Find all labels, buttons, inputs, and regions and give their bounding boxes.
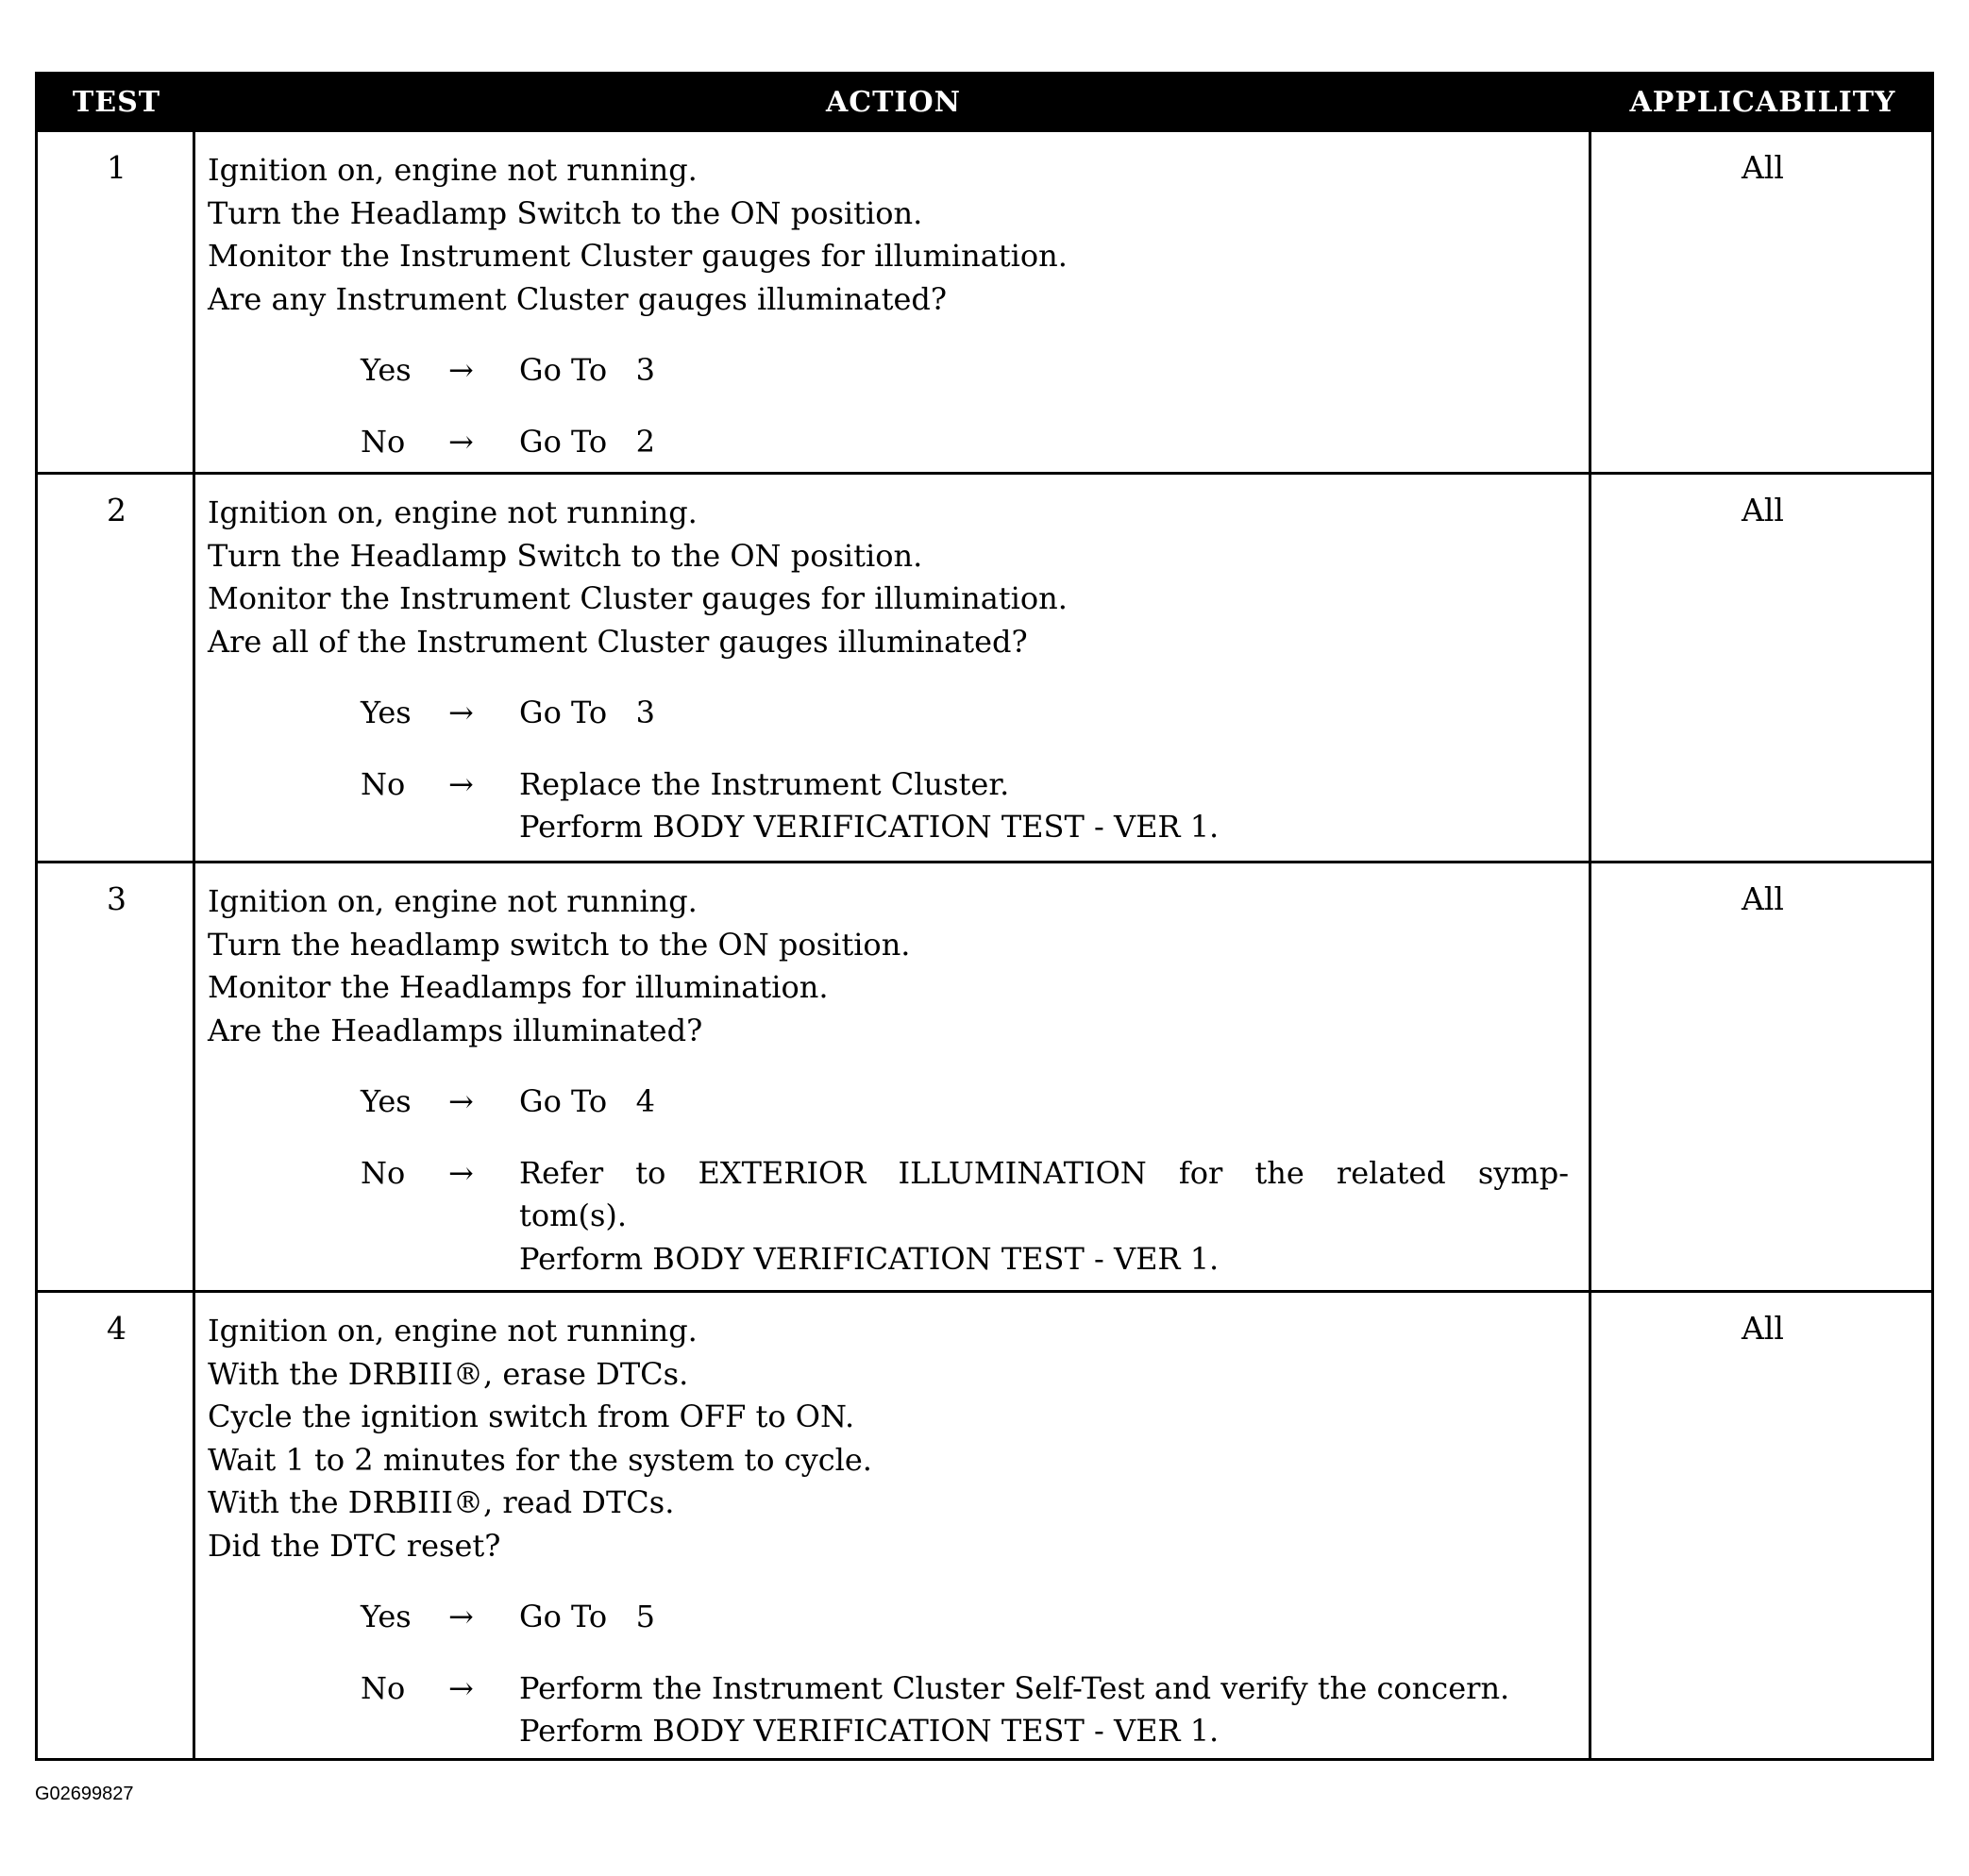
applicability-value: All: [1742, 880, 1784, 917]
arrow-right-icon: →: [448, 1599, 474, 1634]
test-number: 4: [107, 1310, 126, 1347]
result-line: Perform BODY VERIFICATION TEST - VER 1.: [519, 1240, 1220, 1277]
col-divider-test: [193, 129, 195, 1758]
action-step: Monitor the Instrument Cluster gauges for illumination.: [208, 580, 1068, 616]
result-line: Perform BODY VERIFICATION TEST - VER 1.: [519, 809, 1220, 845]
choice-result: [519, 1080, 1569, 1124]
choice-result: [519, 692, 1569, 735]
action-cell: [208, 1310, 1576, 1753]
choice-no: [208, 1152, 1576, 1281]
choice-result: [519, 1596, 1569, 1639]
figure-id: G02699827: [35, 1784, 134, 1804]
header-action: ACTION: [825, 86, 962, 119]
action-step: Turn the Headlamp Switch to the ON position.: [208, 194, 923, 231]
action-step: Monitor the Instrument Cluster gauges for illumination.: [208, 238, 1068, 274]
result-line: Perform the Instrument Cluster Self-Test and verify the concern.: [519, 1669, 1510, 1706]
action-cell: [208, 880, 1576, 1281]
choice-no: [208, 763, 1576, 849]
action-step: Ignition on, engine not running.: [208, 883, 698, 919]
arrow-right-icon: →: [448, 1154, 474, 1191]
arrow-right-icon: →: [448, 1669, 474, 1706]
col-divider-action: [1589, 129, 1591, 1758]
arrow-right-icon: →: [448, 423, 474, 460]
choice-answer: No: [361, 423, 406, 460]
action-step: Ignition on, engine not running.: [208, 152, 698, 188]
action-step: Are any Instrument Cluster gauges illuminated?: [208, 280, 948, 317]
choice-no: [208, 1667, 1576, 1753]
choice-result: [519, 1152, 1569, 1281]
result-line: tom(s).: [519, 1198, 628, 1233]
action-step: Wait 1 to 2 minutes for the system to cycle.: [208, 1441, 872, 1478]
choice-answer: No: [361, 1154, 406, 1191]
test-number: 2: [107, 492, 126, 528]
choice-yes: [208, 1596, 1576, 1639]
choice-answer: Yes: [361, 695, 412, 730]
table-row: [38, 861, 1931, 1293]
arrow-right-icon: →: [448, 765, 474, 802]
arrow-right-icon: →: [448, 352, 474, 388]
choice-result: [519, 421, 1569, 464]
result-line: Go To 4: [519, 1083, 655, 1119]
choice-no: [208, 421, 1576, 464]
test-number: 1: [107, 149, 126, 186]
table-header: [38, 75, 1931, 132]
action-step: Cycle the ignition switch from OFF to ON.: [208, 1399, 855, 1434]
result-line: Perform BODY VERIFICATION TEST - VER 1.: [519, 1713, 1220, 1749]
header-test: TEST: [72, 86, 161, 119]
action-step: Ignition on, engine not running.: [208, 1313, 698, 1348]
choice-answer: Yes: [361, 1599, 412, 1634]
action-step: Ignition on, engine not running.: [208, 494, 698, 530]
action-step: Turn the Headlamp Switch to the ON position.: [208, 537, 923, 574]
arrow-right-icon: →: [448, 1083, 474, 1119]
choice-yes: [208, 692, 1576, 735]
choice-result: [519, 349, 1569, 393]
applicability-value: All: [1742, 149, 1784, 186]
action-cell: [208, 149, 1576, 463]
choice-answer: Yes: [361, 352, 412, 388]
result-line: Go To 3: [519, 695, 655, 730]
table-row: [38, 129, 1931, 475]
header-applicability: APPLICABILITY: [1629, 86, 1896, 119]
action-step: Turn the headlamp switch to the ON position.: [208, 926, 911, 963]
action-step: Did the DTC reset?: [208, 1527, 501, 1564]
choice-result: [519, 763, 1569, 849]
action-step: With the DRBIII®, erase DTCs.: [208, 1355, 689, 1392]
choice-answer: Yes: [361, 1083, 412, 1119]
choice-result: [519, 1667, 1569, 1753]
result-line: Refer to EXTERIOR ILLUMINATION for the related symp-: [519, 1154, 1569, 1191]
result-line: Go To 5: [519, 1599, 655, 1634]
result-line: Replace the Instrument Cluster.: [519, 765, 1010, 802]
choice-answer: No: [361, 1669, 406, 1706]
action-step: Are the Headlamps illuminated?: [208, 1012, 703, 1048]
action-step: Are all of the Instrument Cluster gauges illuminated?: [208, 623, 1028, 660]
diagnostic-test-table: [35, 72, 1934, 1761]
table-row: [38, 472, 1931, 863]
result-line: Go To 3: [519, 352, 655, 388]
choice-yes: [208, 1080, 1576, 1124]
action-step: With the DRBIII®, read DTCs.: [208, 1484, 675, 1520]
choice-answer: No: [361, 765, 406, 802]
result-line: Go To 2: [519, 423, 655, 460]
applicability-value: All: [1742, 1310, 1784, 1347]
applicability-value: All: [1742, 492, 1784, 528]
table-row: [38, 1290, 1931, 1761]
arrow-right-icon: →: [448, 695, 474, 730]
action-step: Monitor the Headlamps for illumination.: [208, 969, 829, 1005]
action-cell: [208, 492, 1576, 849]
choice-yes: [208, 349, 1576, 393]
test-number: 3: [107, 880, 126, 917]
